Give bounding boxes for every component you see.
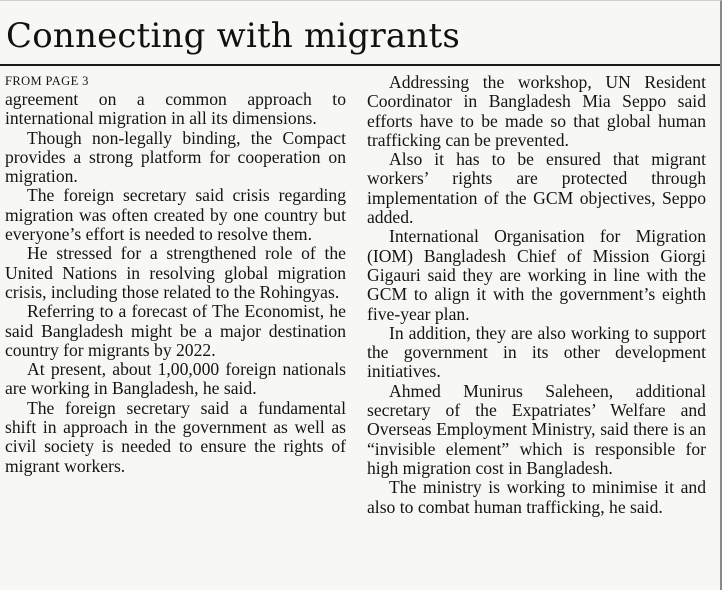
paragraph: Addressing the workshop, UN Resident Coordinator in Bangladesh Mia Seppo said efforts have to be made so that global human trafficking can be prevented. [367,72,706,150]
paragraph: International Organisation for Migration (IOM) Bangladesh Chief of Mission Giorgi Gigauri said they are working in line with the GCM to align it with the government’s eighth five-year plan. [367,226,706,324]
paragraph: The ministry is working to minimise it and also to combat human trafficking, he said. [367,477,706,517]
paragraph: Also it has to be ensured that migrant workers’ rights are protected through implementation of the GCM objectives, Seppo added. [367,149,706,228]
paragraph: Though non-legally binding, the Compact provides a strong platform for cooperation on migration. [5,127,346,187]
article-column-right [367,73,706,517]
paragraph: Referring to a forecast of The Economist, he said Bangladesh might be a major destination country for migrants by 2022. [5,301,346,360]
headline-rule [0,64,720,66]
paragraph: agreement on a common approach to international migration in all its dimensions. [5,89,346,129]
continued-from-label: FROM PAGE 3 [5,74,89,88]
paragraph: He stressed for a strengthened role of the United Nations in resolving global migration crisis, including those related to the Rohingyas. [5,243,346,302]
paragraph: At present, about 1,00,000 foreign nationals are working in Bangladesh, he said. [5,359,346,399]
paragraph: The foreign secretary said crisis regarding migration was often created by one country but everyone’s effort is needed to resolve them. [5,185,346,245]
paragraph: Ahmed Munirus Saleheen, additional secretary of the Expatriates’ Welfare and Overseas Employment Ministry, said there is an “invisible element” which is responsible for high migration cost in Bangladesh. [367,380,706,478]
paragraph: The foreign secretary said a fundamental shift in approach in the government as well as civil society is needed to ensure the rights of migrant workers. [5,397,346,476]
article-headline: Connecting with migrants [6,16,461,56]
article-column-left [5,73,346,476]
paragraph: In addition, they are also working to support the government in its other development initiatives. [367,322,706,382]
